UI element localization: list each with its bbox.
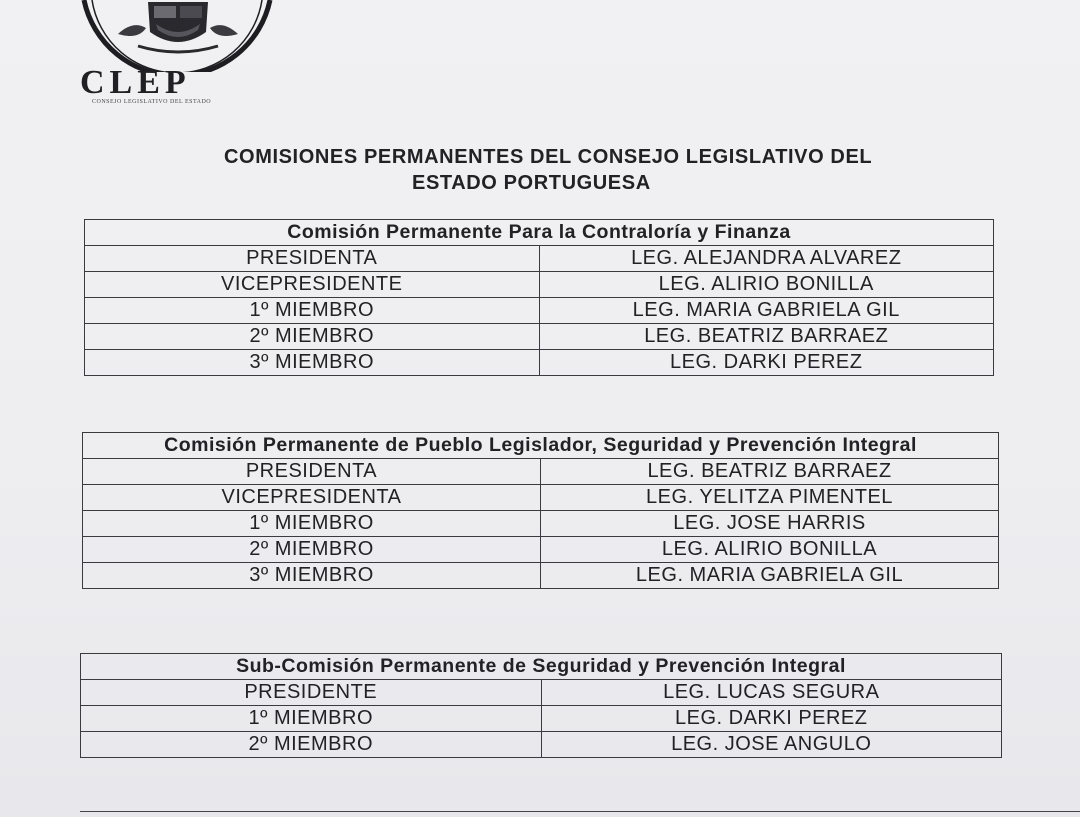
title-line-2: ESTADO PORTUGUESA: [412, 172, 651, 194]
role-cell: 1º MIEMBRO: [83, 511, 541, 537]
table-row: [85, 272, 994, 298]
member-cell: LEG. LUCAS SEGURA: [541, 680, 1002, 706]
logo-text: CLEP: [80, 64, 191, 101]
role-cell: 3º MIEMBRO: [85, 350, 540, 376]
member-cell: LEG. ALIRIO BONILLA: [539, 272, 994, 298]
role-cell: 2º MIEMBRO: [83, 537, 541, 563]
role-cell: PRESIDENTA: [85, 246, 540, 272]
member-cell: LEG. JOSE HARRIS: [541, 511, 999, 537]
member-cell: LEG. JOSE ANGULO: [541, 732, 1002, 758]
clep-logo: [78, 0, 278, 110]
table-row: [81, 706, 1002, 732]
commission-title: Comisión Permanente de Pueblo Legislador, Seguridad y Prevención Integral: [83, 433, 999, 459]
table-row: [85, 246, 994, 272]
table-row: [83, 537, 999, 563]
role-cell: 1º MIEMBRO: [81, 706, 542, 732]
table-row: [83, 459, 999, 485]
commission-title: Sub-Comisión Permanente de Seguridad y Prevención Integral: [81, 654, 1002, 680]
role-cell: 2º MIEMBRO: [85, 324, 540, 350]
page-divider: [80, 811, 1080, 812]
role-cell: 3º MIEMBRO: [83, 563, 541, 589]
commission-table-contraloria: [84, 219, 994, 376]
role-cell: 1º MIEMBRO: [85, 298, 540, 324]
logo-subtitle: CONSEJO LEGISLATIVO DEL ESTADO: [92, 99, 212, 105]
role-cell: VICEPRESIDENTA: [83, 485, 541, 511]
table-row: [83, 511, 999, 537]
member-cell: LEG. ALIRIO BONILLA: [541, 537, 999, 563]
table-row: [85, 350, 994, 376]
table-row: [81, 732, 1002, 758]
table-row: [85, 298, 994, 324]
member-cell: LEG. BEATRIZ BARRAEZ: [539, 324, 994, 350]
commission-table-sub-seguridad: [80, 653, 1002, 758]
page-title: [150, 144, 1010, 196]
role-cell: PRESIDENTE: [81, 680, 542, 706]
member-cell: LEG. DARKI PEREZ: [541, 706, 1002, 732]
table-row: [83, 563, 999, 589]
role-cell: 2º MIEMBRO: [81, 732, 542, 758]
table-row: [81, 680, 1002, 706]
role-cell: PRESIDENTA: [83, 459, 541, 485]
title-line-1: COMISIONES PERMANENTES DEL CONSEJO LEGISLATIVO DEL: [224, 146, 873, 168]
role-cell: VICEPRESIDENTE: [85, 272, 540, 298]
member-cell: LEG. MARIA GABRIELA GIL: [539, 298, 994, 324]
commission-table-pueblo-legislador: [82, 432, 999, 589]
member-cell: LEG. YELITZA PIMENTEL: [541, 485, 999, 511]
member-cell: LEG. ALEJANDRA ALVAREZ: [539, 246, 994, 272]
member-cell: LEG. DARKI PEREZ: [539, 350, 994, 376]
coat-of-arms-icon: [78, 0, 278, 72]
table-row: [85, 324, 994, 350]
member-cell: LEG. MARIA GABRIELA GIL: [541, 563, 999, 589]
table-row: [83, 485, 999, 511]
commission-title: Comisión Permanente Para la Contraloría y Finanza: [85, 220, 994, 246]
member-cell: LEG. BEATRIZ BARRAEZ: [541, 459, 999, 485]
